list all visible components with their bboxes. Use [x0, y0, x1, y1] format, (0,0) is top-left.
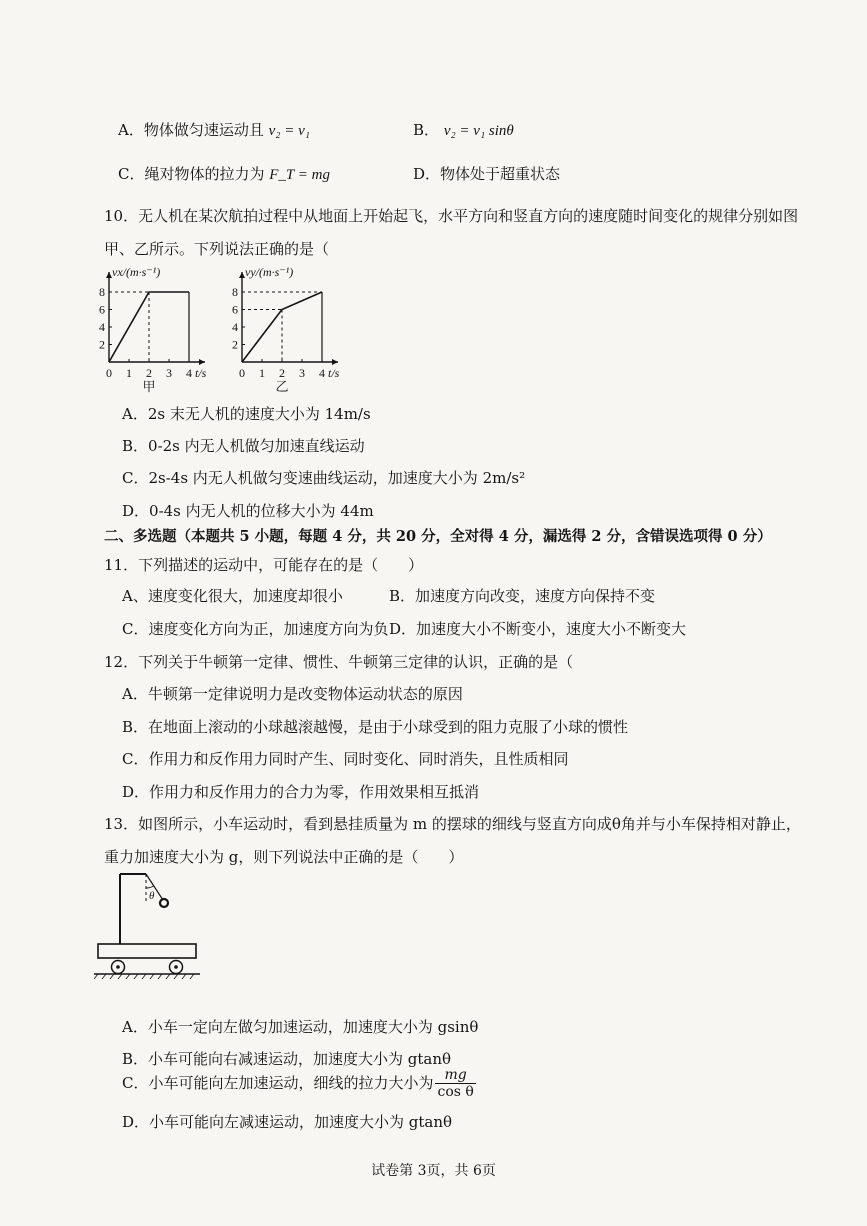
series-line — [109, 292, 189, 362]
x-tick-label: 4 — [319, 366, 325, 380]
y-axis-label: vx/(m·s⁻¹) — [112, 265, 161, 279]
q9-option-b-formula: v₂ = v₁ sinθ — [443, 123, 514, 139]
chart-title: 甲 — [142, 379, 156, 394]
q10-option-d: D．0-4s 内无人机的位移大小为 44m — [122, 502, 374, 520]
graph-yi — [232, 265, 340, 394]
cart-wheels — [112, 961, 183, 974]
q9-option-a-formula: v₂ = v₁ — [268, 123, 310, 139]
x-axis-label: t/s — [195, 366, 207, 380]
section-heading-multiple-choice: 二、多选题（本题共 5 小题，每题 4 分，共 20 分，全对得 4 分，漏选得 2 分，含错误选项得 0 分） — [104, 528, 772, 545]
q9-option-a: A．物体做匀速运动且 v₂ = v₁ — [118, 121, 310, 139]
x-axis-label: t/s — [328, 366, 340, 380]
page-footer: 试卷第 3页，共 6页 — [371, 1163, 496, 1179]
q13-option-b: B．小车可能向右减速运动，加速度大小为 gtanθ — [122, 1050, 452, 1068]
fraction-denominator: cos θ — [437, 1083, 474, 1100]
q9-option-d: D．物体处于超重状态 — [413, 165, 561, 183]
q10-stem-line2: 甲、乙所示。下列说法正确的是（ — [104, 240, 330, 258]
x-tick-label: 3 — [166, 366, 172, 380]
y-axis-label: vy/(m·s⁻¹) — [245, 265, 294, 279]
y-tick-label: 2 — [99, 337, 105, 352]
cart-body — [98, 944, 196, 958]
q10-velocity-graphs — [95, 262, 365, 394]
q13-stem-line2: 重力加速度大小为 g，则下列说法中正确的是（ ） — [104, 848, 464, 866]
q9-option-b: B． v₂ = v₁ sinθ — [413, 121, 514, 139]
chart-title: 乙 — [275, 379, 289, 394]
q12-option-d: D．作用力和反作用力的合力为零，作用效果相互抵消 — [122, 783, 480, 801]
q11-option-b: B．加速度方向改变，速度方向保持不变 — [389, 587, 656, 605]
q10-stem-line1: 10．无人机在某次航拍过程中从地面上开始起飞，水平方向和竖直方向的速度随时间变化的规律分别如图 — [104, 207, 799, 225]
x-tick-label: 0 — [239, 366, 245, 380]
x-axis-arrow — [199, 359, 205, 365]
x-axis-arrow — [332, 359, 338, 365]
pendulum-ball — [160, 899, 168, 907]
x-tick-label: 1 — [259, 366, 265, 380]
graph-jia — [99, 265, 207, 394]
q13-option-c-text: C．小车可能向左加速运动，细线的拉力大小为 — [122, 1074, 434, 1092]
x-tick-label: 2 — [146, 366, 152, 380]
q13-option-d: D．小车可能向左减速运动，加速度大小为 gtanθ — [122, 1113, 453, 1131]
q11-option-d: D．加速度大小不断变小，速度大小不断变大 — [389, 620, 687, 638]
x-tick-label: 0 — [106, 366, 112, 380]
theta-arc — [146, 886, 154, 888]
x-tick-label: 4 — [186, 366, 192, 380]
q10-option-c: C．2s-4s 内无人机做匀变速曲线运动，加速度大小为 2m/s² — [122, 469, 526, 487]
y-tick-label: 2 — [232, 337, 238, 352]
y-tick-label: 8 — [232, 285, 238, 299]
x-tick-label: 3 — [299, 366, 305, 380]
q12-option-b: B．在地面上滚动的小球越滚越慢，是由于小球受到的阻力克服了小球的惯性 — [122, 718, 629, 736]
q10-option-b: B．0-2s 内无人机做匀加速直线运动 — [122, 437, 365, 455]
cart-mast — [120, 874, 146, 944]
y-tick-label: 8 — [99, 285, 105, 299]
y-tick-label: 6 — [99, 302, 105, 317]
x-tick-label: 2 — [279, 366, 285, 380]
q9-option-c-formula: F_T = mg — [269, 167, 330, 183]
q10-option-a: A．2s 末无人机的速度大小为 14m/s — [122, 405, 371, 423]
q12-option-a: A．牛顿第一定律说明力是改变物体运动状态的原因 — [122, 685, 463, 703]
x-tick-label: 1 — [126, 366, 132, 380]
theta-label: θ — [149, 890, 155, 902]
q11-stem: 11．下列描述的运动中，可能存在的是（ ） — [104, 556, 424, 574]
q11-option-c: C．速度变化方向为正，加速度方向为负 — [122, 620, 389, 638]
q13-option-c — [122, 1061, 476, 1105]
q13-option-c-fraction — [435, 1067, 475, 1100]
q13-option-a: A．小车一定向左做匀加速运动，加速度大小为 gsinθ — [122, 1018, 479, 1036]
q13-stem-line1: 13．如图所示，小车运动时，看到悬挂质量为 m 的摆球的细线与竖直方向成θ角并与小车保持相对静止， — [104, 815, 801, 833]
q12-option-c: C．作用力和反作用力同时产生、同时变化、同时消失，且性质相同 — [122, 750, 569, 768]
y-tick-label: 4 — [99, 320, 105, 334]
y-tick-label: 4 — [232, 320, 238, 334]
y-tick-label: 6 — [232, 302, 238, 317]
fraction-numerator: mg — [435, 1067, 475, 1084]
q9-option-c: C．绳对物体的拉力为 F_T = mg — [118, 165, 330, 183]
q13-cart-pendulum-diagram — [94, 868, 204, 980]
q11-option-a: A、速度变化很大，加速度却很小 — [122, 587, 343, 605]
q12-stem: 12．下列关于牛顿第一定律、惯性、牛顿第三定律的认识，正确的是（ — [104, 653, 574, 671]
